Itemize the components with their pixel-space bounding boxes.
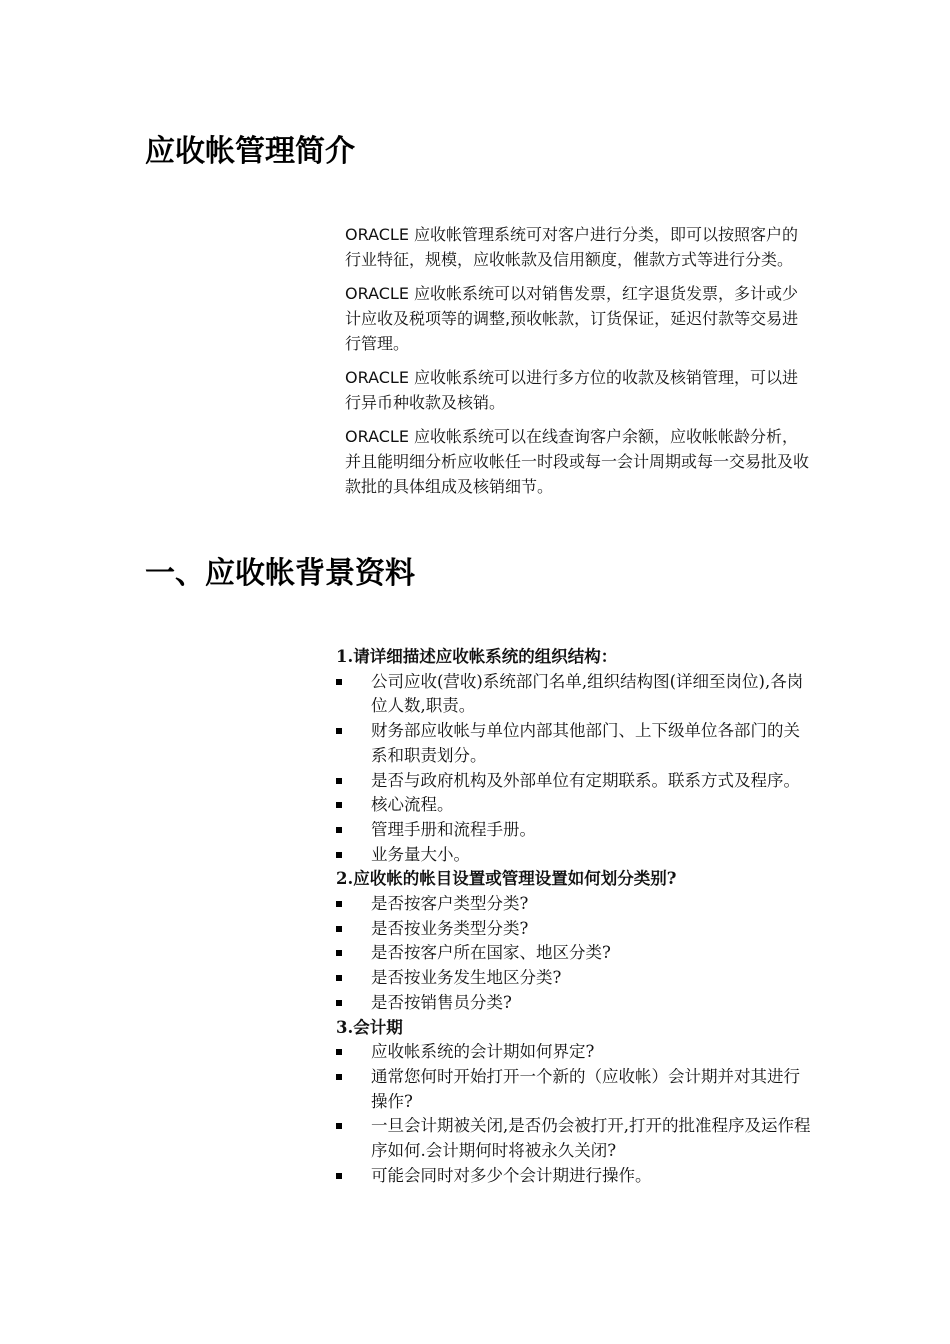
question-list: [336, 892, 811, 1016]
list-item-text: 是否按销售员分类?: [371, 992, 512, 1012]
intro-paragraph: ORACLE 应收帐系统可以进行多方位的收款及核销管理，可以进行异币种收款及核销。: [345, 368, 799, 412]
list-item: [336, 1114, 811, 1163]
question-heading: 3.会计期: [336, 1017, 403, 1037]
list-item: [336, 793, 811, 818]
list-item-text: 财务部应收帐与单位内部其他部门、上下级单位各部门的关系和职责划分。: [371, 721, 800, 765]
list-item-text: 是否按客户所在国家、地区分类?: [371, 943, 611, 963]
list-item: [336, 966, 811, 991]
list-item-text: 一旦会计期被关闭,是否仍会被打开,打开的批准程序及运作程序如何.会计期何时将被永久关闭?: [371, 1116, 811, 1161]
square-bullet-icon: [336, 778, 342, 784]
square-bullet-icon: [336, 1000, 342, 1006]
square-bullet-icon: [336, 1049, 342, 1055]
list-item: [336, 670, 811, 719]
list-item: [336, 1065, 811, 1114]
square-bullet-icon: [336, 802, 342, 808]
square-bullet-icon: [336, 1173, 342, 1179]
intro-section: [345, 222, 810, 508]
list-item-text: 管理手册和流程手册。: [371, 819, 536, 839]
list-item: [336, 843, 811, 868]
questionnaire: [336, 645, 811, 1188]
list-item-text: 是否按业务发生地区分类?: [371, 968, 562, 988]
list-item: [336, 941, 811, 966]
list-item: [336, 769, 811, 794]
list-item: [336, 818, 811, 843]
list-item-text: 是否按客户类型分类?: [371, 894, 529, 914]
square-bullet-icon: [336, 679, 342, 685]
list-item: [336, 917, 811, 942]
list-item-text: 公司应收(营收)系统部门名单,组织结构图(详细至岗位),各岗位人数,职责。: [371, 671, 804, 716]
list-item: [336, 892, 811, 917]
square-bullet-icon: [336, 852, 342, 858]
list-item-text: 通常您何时开始打开一个新的（应收帐）会计期并对其进行操作?: [371, 1066, 800, 1111]
list-item: [336, 719, 811, 768]
square-bullet-icon: [336, 827, 342, 833]
intro-paragraph: ORACLE 应收帐管理系统可对客户进行分类，即可以按照客户的行业特征，规模，应收帐款及信用额度，催款方式等进行分类。: [345, 225, 799, 269]
square-bullet-icon: [336, 950, 342, 956]
section-heading: 一、应收帐背景资料: [145, 556, 415, 591]
square-bullet-icon: [336, 975, 342, 981]
square-bullet-icon: [336, 901, 342, 907]
question-heading: 1.请详细描述应收帐系统的组织结构：: [336, 647, 618, 666]
list-item-text: 是否与政府机构及外部单位有定期联系。联系方式及程序。: [371, 770, 800, 790]
square-bullet-icon: [336, 1123, 342, 1129]
list-item-text: 业务量大小。: [371, 844, 470, 864]
question-list: [336, 1040, 811, 1188]
list-item-text: 核心流程。: [371, 795, 454, 815]
list-item: [336, 1040, 811, 1065]
list-item: [336, 991, 811, 1016]
square-bullet-icon: [336, 926, 342, 932]
list-item-text: 应收帐系统的会计期如何界定?: [371, 1042, 595, 1062]
square-bullet-icon: [336, 728, 342, 734]
page-title: 应收帐管理简介: [145, 134, 355, 169]
list-item-text: 可能会同时对多少个会计期进行操作。: [371, 1165, 652, 1185]
list-item-text: 是否按业务类型分类?: [371, 918, 529, 938]
intro-paragraph: ORACLE 应收帐系统可以在线查询客户余额，应收帐帐龄分析，并且能明细分析应收帐任一时段或每一会计周期或每一交易批及收款批的具体组成及核销细节。: [345, 427, 810, 496]
list-item: [336, 1164, 811, 1189]
question-list: [336, 670, 811, 868]
square-bullet-icon: [336, 1074, 342, 1080]
question-heading: 2.应收帐的帐目设置或管理设置如何划分类别?: [336, 869, 677, 889]
intro-paragraph: ORACLE 应收帐系统可以对销售发票，红字退货发票，多计或少计应收及税项等的调整,预收帐款，订货保证，延迟付款等交易进行管理。: [345, 284, 799, 353]
